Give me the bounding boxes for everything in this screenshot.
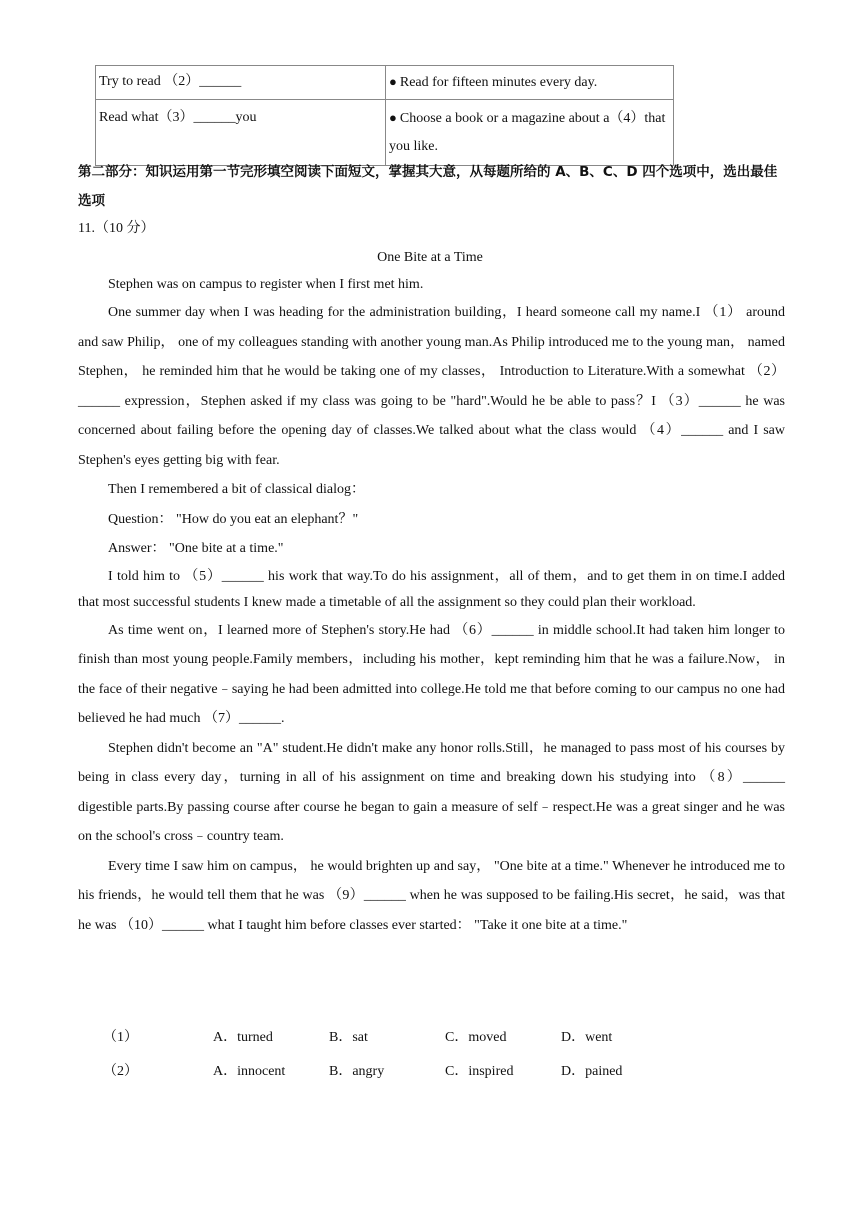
paragraph: I told him to （5）______ his work that way.To do his assignment，all of them，and to get them in on time.I added that most successful students I knew made a timetable of all the assignment so they could plan their workload.	[78, 568, 785, 610]
table-cell: Try to read （2）______	[96, 66, 386, 100]
paragraph: Question： "How do you eat an elephant？"	[108, 511, 359, 527]
paragraph: Every time I saw him on campus， he would brighten up and say， "One bite at a time." Whenever he introduced me to his friends，he would tell them that he was （9）______ when he was supposed to be failing.His secret，he said，was that he was （10）______ what I taught him before classes ever started： "Take it one bite at a time."	[78, 858, 785, 933]
table-row	[96, 100, 674, 166]
cell-text: Choose a book or a magazine about a（4）that you like.	[389, 111, 666, 154]
table-cell	[386, 66, 674, 100]
option-row	[103, 1059, 763, 1093]
table-cell: Read what（3）______you	[96, 100, 386, 166]
option-b: B．sat	[329, 1030, 368, 1045]
option-a: A．innocent	[213, 1064, 286, 1079]
bullet-icon: ●	[389, 74, 397, 89]
option-c: C．inspired	[445, 1064, 514, 1079]
option-d: D．pained	[561, 1064, 623, 1079]
paragraph: Then I remembered a bit of classical dialog：	[108, 482, 365, 497]
cell-text: Read for fifteen minutes every day.	[399, 75, 598, 90]
option-d: D．went	[561, 1030, 613, 1045]
paragraph: Stephen was on campus to register when I first met him.	[108, 277, 424, 292]
option-number: （2）	[103, 1064, 138, 1079]
option-a: A．turned	[213, 1030, 273, 1045]
question-number: 11.（10 分）	[78, 221, 155, 236]
option-number: （1）	[103, 1030, 138, 1045]
bullet-icon: ●	[389, 110, 397, 125]
article-title: One Bite at a Time	[377, 250, 483, 265]
paragraph: Answer： "One bite at a time."	[108, 541, 284, 556]
table-cell	[386, 100, 674, 166]
option-row	[103, 1025, 763, 1059]
reading-guide-table	[95, 65, 674, 166]
paragraph: One summer day when I was heading for the administration building，I heard someone call my name.I （1） around and saw Philip， one of my colleagues standing with another young man.As Philip introduced me to the young man， named Stephen， he reminded him that he would be taking one of my classes， Introduction to Literature.With a somewhat （2）______ expression，Stephen asked if my class was going to be "hard".Would he be able to pass？I （3）______ he was concerned about failing before the opening day of classes.We talked about what the class would （4）______ and I saw Stephen's eyes getting big with fear.	[78, 305, 785, 468]
option-b: B．angry	[329, 1064, 385, 1079]
paragraph: Stephen didn't become an "A" student.He didn't make any honor rolls.Still，he managed to pass most of his courses by being in class every day，turning in all of his assignment on time and breaking down his studying into （8）______ digestible parts.By passing course after course he began to gain a measure of self﹣respect.He was a great singer and he was on the school's cross﹣country team.	[78, 740, 785, 844]
answer-options	[103, 1025, 763, 1093]
option-c: C．moved	[445, 1030, 507, 1045]
paragraph: As time went on，I learned more of Stephen's story.He had （6）______ in middle school.It had taken him longer to finish than most young people.Family members，including his mother，kept reminding him that he was a failure.Now， in the face of their negative﹣saying he had been admitted into college.He told me that before coming to our campus no one had believed he had much （7）______.	[78, 622, 785, 726]
table-row	[96, 66, 674, 100]
section-heading: 第二部分：知识运用第一节完形填空阅读下面短文，掌握其大意，从每题所给的 A、B、C、D 四个选项中，选出最佳选项	[78, 164, 778, 209]
article-body	[78, 272, 785, 940]
